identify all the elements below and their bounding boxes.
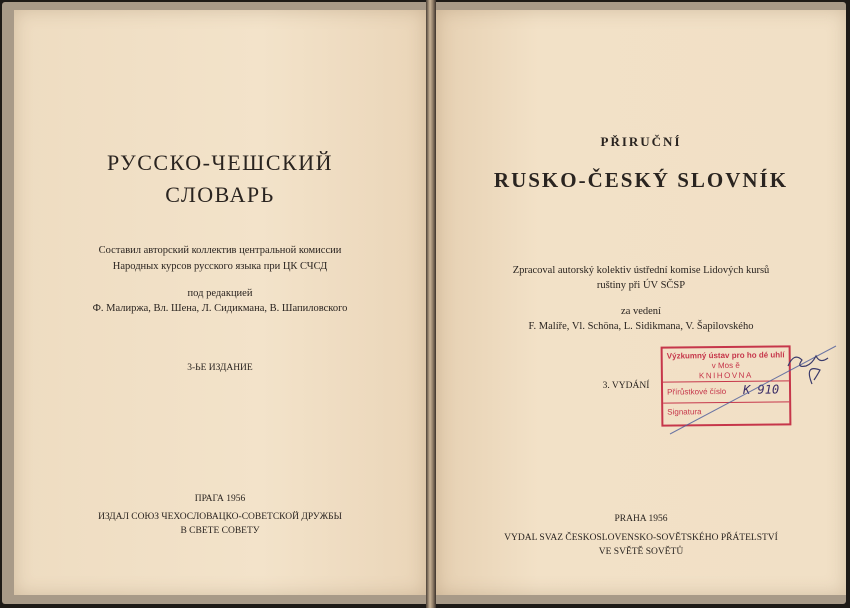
russian-edition: 3-ЬЕ ИЗДАНИЕ bbox=[187, 363, 253, 373]
russian-editors-label: под редакцией bbox=[187, 288, 253, 299]
russian-compiled-line1: Составил авторский коллектив центральной комиссии bbox=[98, 245, 342, 256]
czech-compiled-line2: ruštiny při ÚV SČSP bbox=[596, 280, 686, 291]
czech-title: RUSKO-ČESKÝ SLOVNÍK bbox=[493, 168, 789, 192]
russian-place-year: ПРАГА 1956 bbox=[194, 494, 246, 504]
czech-edition: 3. VYDÁNÍ bbox=[602, 381, 650, 391]
handwritten-signature bbox=[660, 338, 840, 438]
stamp-town: v Mos ě bbox=[711, 360, 740, 371]
stamp-library: KNIHOVNA bbox=[698, 370, 753, 381]
stamp-accession-value: K 910 bbox=[742, 382, 780, 397]
czech-pretitle: PŘIRUČNÍ bbox=[600, 134, 682, 149]
stamp-signature-label: Signatura bbox=[667, 407, 702, 417]
russian-title-line1: РУССКО-ЧЕШСКИЙ bbox=[106, 150, 333, 175]
czech-editors-label: za vedení bbox=[621, 306, 661, 317]
czech-editors: F. Malíře, Vl. Schöna, L. Sidikmana, V. Šapilovského bbox=[528, 321, 754, 332]
stamp-institute: Výzkumný ústav pro ho dé uhlí bbox=[666, 350, 785, 361]
czech-publisher-line1: VYDAL SVAZ ČESKOSLOVENSKO-SOVĚTSKÉHO PŘÁTELSTVÍ bbox=[504, 533, 778, 543]
left-page bbox=[14, 10, 426, 595]
russian-title-line2: СЛОВАРЬ bbox=[165, 182, 275, 207]
russian-compiled-line2: Народных курсов русского языка при ЦК СЧСД bbox=[112, 261, 328, 272]
right-page bbox=[436, 10, 846, 595]
czech-compiled-line1: Zpracoval autorský kolektiv ústřední komise Lidových kursů bbox=[512, 265, 770, 276]
book-gutter bbox=[426, 0, 436, 608]
russian-publisher-line2: В СВЕТЕ СОВЕТУ bbox=[180, 526, 260, 536]
russian-editors: Ф. Малиржа, Вл. Шена, Л. Сидикмана, В. Шапиловского bbox=[92, 303, 348, 314]
czech-publisher-line2: VE SVĚTĚ SOVĚTŮ bbox=[598, 547, 684, 557]
stamp-accession-label: Přírůstkové číslo bbox=[667, 386, 727, 397]
czech-place-year: PRAHA 1956 bbox=[614, 514, 668, 524]
russian-publisher-line1: ИЗДАЛ СОЮЗ ЧЕХОСЛОВАЦКО-СОВЕТСКОЙ ДРУЖБЫ bbox=[98, 512, 342, 522]
